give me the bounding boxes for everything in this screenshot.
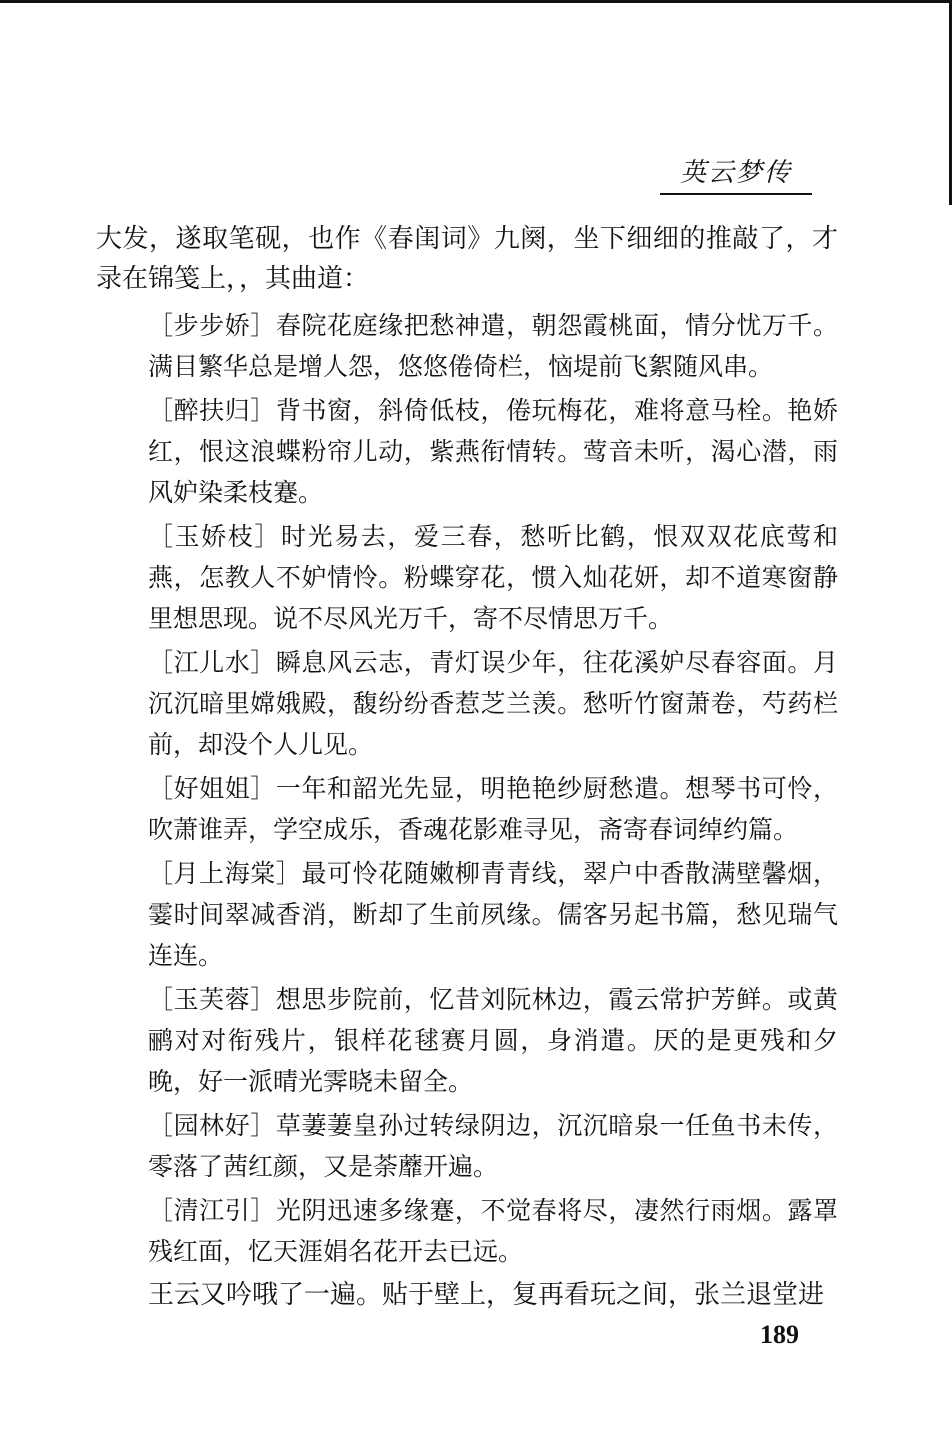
page-number: 189 [760,1320,799,1349]
poem-stanza: ［清江引］光阴迅速多缘蹇，不觉春将尽，凄然行雨烟。露罩残红面，忆天涯娟名花开去已远。 [148,1196,838,1266]
tail-paragraph: 王云又吟哦了一遍。贴于壁上，复再看玩之间，张兰退堂进 [148,1280,825,1310]
poem-stanza: ［步步娇］春院花庭缘把愁神遣，朝怨霞桃面，情分忧万千。满目繁华总是增人怨，悠悠倦倚栏，恼堤前飞絮随风串。 [148,311,838,381]
poem-stanza: ［好姐姐］一年和韶光先显，明艳艳纱厨愁遣。想琴书可怜，吹萧谁弄，学空成乐，香魂花影难寻见，斋寄春词绰约篇。 [148,774,838,844]
lead-paragraph: 大发，遂取笔砚，也作《春闺词》九阕，坐下细细的推敲了，才录在锦笺上，，其曲道： [96,224,838,294]
running-header [660,155,812,195]
top-border-line [0,0,952,3]
poem-stanza: ［月上海棠］最可怜花随嫩柳青青线，翠户中香散满壁馨烟，霎时间翠减香消，断却了生前夙缘。儒客另起书篇，愁见瑞气连连。 [148,859,838,970]
poem-stanza: ［园林好］草萋萋皇孙过转绿阴边，沉沉暗泉一任鱼书未传，零落了茜红颜，又是荼蘼开遍。 [148,1111,838,1181]
poem-stanza: ［玉娇枝］时光易去，爱三春，愁听比鹤，恨双双花底莺和燕，怎教人不妒情怜。粉蝶穿花，惯入灿花妍，却不道寒窗静里想思现。说不尽风光万千，寄不尽情思万千。 [148,522,838,633]
poem-stanza: ［玉芙蓉］想思步院前，忆昔刘阮林边，霞云常护芳鲜。或黄鹂对对衔残片，银样花毬赛月圆，身消遣。厌的是更残和夕晚，好一派晴光霁晓未留全。 [148,985,838,1096]
page-body [96,219,838,1315]
poem-stanza: ［醉扶归］背书窗，斜倚低枝，倦玩梅花，难将意马栓。艳娇红，恨这浪蝶粉帘儿动，紫燕衔情转。莺音未听，渴心潜，雨风妒染柔枝蹇。 [148,396,838,507]
book-title: 英云梦传 [679,158,792,188]
poem-stanza: ［江儿水］瞬息风云志，青灯误少年，往花溪妒尽春容面。月沉沉暗里嫦娥殿，馥纷纷香惹芝兰羡。愁听竹窗萧卷，芍药栏前，却没个人儿见。 [148,648,838,759]
